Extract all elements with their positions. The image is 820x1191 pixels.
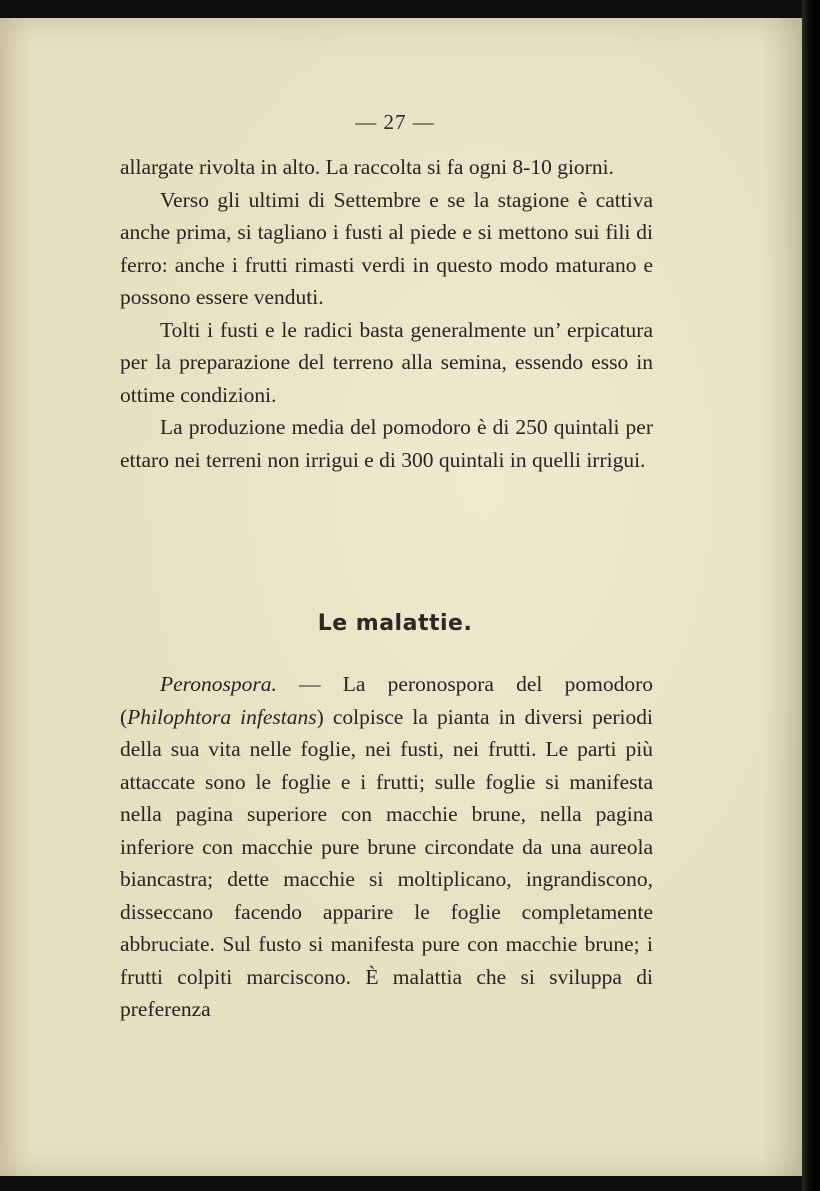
body-text-top	[120, 151, 653, 476]
latin-name: Philophtora infestans	[127, 704, 317, 729]
paragraph: Tolti i fusti e le radici basta generalmente un’ erpicatura per la preparazione del terreno alla semina, essendo esso in ottime condizioni.	[120, 317, 653, 407]
paragraph: Verso gli ultimi di Settembre e se la stagione è cattiva anche prima, si tagliano i fusti al piede e si mettono sui fili di ferro: anche i frutti rimasti verdi in questo modo maturano e possono essere venduti.	[120, 187, 653, 309]
disease-name: Peronospora.	[160, 672, 277, 696]
page-number: — 27 —	[355, 110, 435, 134]
body-text-disease	[120, 668, 653, 1026]
section-heading: Le malattie.	[317, 611, 473, 636]
paragraph-peronospora	[120, 668, 653, 1026]
disease-description: ) colpisce la pianta in diversi periodi della sua vita nelle foglie, nei fusti, nei frutti. Le parti più attaccate sono le foglie e i frutti; sulle foglie si manifesta nella pagina superiore con macchie brune, nella pagina inferiore con macchie pure brune circondate da una aureola biancastra; dette macchie si moltiplicano, ingrandiscono, disseccano facendo apparire le foglie completamente abbruciate. Sul fusto si manifesta pure con macchie brune; i frutti colpiti marciscono. È malattia che si sviluppa di preferenza	[120, 704, 653, 1021]
page-binding-edge	[802, 0, 820, 1191]
paragraph: allargate rivolta in alto. La raccolta si fa ogni 8-10 giorni.	[120, 155, 614, 179]
disease-intro: — La peronospora del pomodoro (	[120, 672, 653, 729]
paragraph: La produzione media del pomodoro è di 250 quintali per ettaro nei terreni non irrigui e di 300 quintali in quelli irrigui.	[120, 415, 653, 472]
book-page	[0, 18, 802, 1176]
